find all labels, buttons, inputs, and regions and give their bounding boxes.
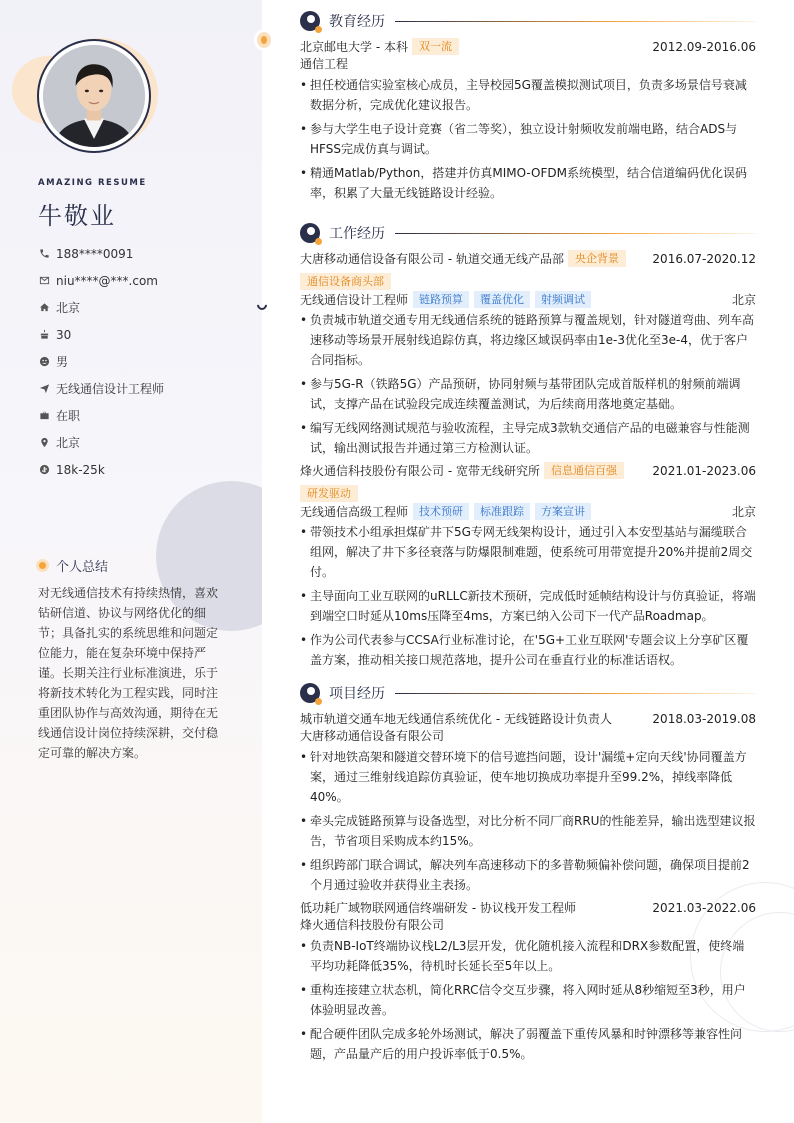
list-item: • 组织跨部门联合调试，解决列车高速移动下的多普勒频偏补偿问题，确保项目提前2个月通过验收并获得业主表扬。 (300, 855, 756, 895)
role-row (300, 503, 756, 520)
contact-info-list (38, 240, 164, 483)
cake-icon (38, 329, 50, 341)
project-header-row (300, 710, 756, 727)
info-location-text: 北京 (56, 436, 81, 450)
info-gender (38, 348, 164, 375)
info-email-text: niu****@***.com (56, 273, 158, 288)
summary-dot-icon (36, 559, 49, 572)
education-bullets (300, 75, 756, 203)
project-org: 大唐移动通信设备有限公司 (300, 729, 445, 743)
job-entry (300, 462, 756, 670)
project-entry (300, 710, 756, 895)
skill-tag: 射频调试 (535, 291, 591, 308)
company-tag: 研发驱动 (300, 485, 358, 502)
section-bullet-icon (300, 11, 320, 31)
list-item: • 重构连接建立状态机，简化RRC信令交互步骤，将入网时延从8秒缩短至3秒，用户体验明显改善。 (300, 980, 756, 1020)
avatar (43, 45, 145, 147)
major: 通信工程 (300, 57, 349, 71)
info-status (38, 402, 164, 429)
project-bullets (300, 747, 756, 895)
list-item: • 主导面向工业互联网的uRLLC新技术预研，完成低时延帧结构设计与仿真验证，将端到端空口时延从10ms压降至4ms，方案已纳入公司下一代产品Roadmap。 (300, 586, 756, 626)
company-name: 烽火通信科技股份有限公司 - 宽带无线研究所 (300, 464, 540, 478)
job-city: 北京 (731, 293, 756, 307)
list-item: • 负责NB-IoT终端协议栈L2/L3层开发，优化随机接入流程和DRX参数配置，使终端平均功耗降低35%，待机时长延长至5年以上。 (300, 936, 756, 976)
education-section (300, 10, 756, 207)
job-header-row (300, 250, 756, 267)
info-status-text: 在职 (56, 409, 81, 423)
education-header-row (300, 38, 756, 55)
project-bullets (300, 936, 756, 1064)
section-divider (395, 21, 756, 22)
project-name: 低功耗广域物联网通信终端研发 - 协议栈开发工程师 (300, 901, 576, 915)
info-home-text: 北京 (56, 301, 81, 315)
company-tag-row (300, 482, 756, 502)
skill-tag: 标准跟踪 (474, 503, 530, 520)
info-position (38, 375, 164, 402)
info-phone-text: 188****0091 (56, 246, 134, 261)
list-item: • 作为公司代表参与CCSA行业标准讨论，在'5G+工业互联网'专题会议上分享矿区覆盖方案，推动相关接口规范落地，提升公司在垂直行业的标准话语权。 (300, 630, 756, 670)
gender-icon (38, 356, 50, 368)
info-position-text: 无线通信设计工程师 (56, 382, 165, 396)
info-home (38, 294, 164, 321)
phone-icon (38, 248, 50, 260)
project-date: 2021.03-2022.06 (652, 900, 756, 915)
project-name: 城市轨道交通车地无线通信系统优化 - 无线链路设计负责人 (300, 712, 612, 726)
list-item: • 带领技术小组承担煤矿井下5G专网无线架构设计，通过引入本安型基站与漏缆联合组网，解决了井下多径衰落与防爆限制难题，使系统可用带宽提升20%并提前2周交付。 (300, 522, 756, 582)
list-item: • 负责城市轨道交通专用无线通信系统的链路预算与覆盖规划，针对隧道弯曲、列车高速移动等场景开展射线追踪仿真，将边缘区域误码率由1e-3优化至3e-4，优于客户合同指标。 (300, 310, 756, 370)
summary-heading (36, 556, 108, 575)
work-title: 工作经历 (329, 226, 385, 242)
project-entry (300, 899, 756, 1064)
salary-icon (38, 464, 50, 476)
skill-tag: 方案宣讲 (535, 503, 591, 520)
project-date: 2018.03-2019.08 (652, 711, 756, 726)
section-divider (395, 233, 756, 234)
list-item: • 编写无线网络测试规范与验收流程，主导完成3款轨交通信产品的电磁兼容与性能测试，输出测试报告并通过第三方检测认证。 (300, 418, 756, 458)
info-salary-text: 18k-25k (56, 462, 105, 477)
home-icon (38, 302, 50, 314)
info-phone (38, 240, 164, 267)
list-item: • 精通Matlab/Python，搭建并仿真MIMO-OFDM系统模型，结合信道编码优化误码率，积累了大量无线链路设计经验。 (300, 163, 756, 203)
summary-text: 对无线通信技术有持续热情，喜欢钻研信道、协议与网络优化的细节；具备扎实的系统思维和问题定位能力，能在复杂环境中保持严谨。长期关注行业标准演进，乐于将新技术转化为工程实践，同时注重团队协作与高效沟通，期待在无线通信设计岗位持续深耕，交付稳定可靠的解决方案。 (38, 586, 219, 760)
job-entry (300, 250, 756, 458)
skill-tag: 覆盖优化 (474, 291, 530, 308)
candidate-name: 牛敬业 (38, 202, 116, 230)
list-item: • 参与5G-R（铁路5G）产品预研，协同射频与基带团队完成首版样机的射频前端调试，支撑产品在试验段完成连续覆盖测试，为后续商用落地奠定基础。 (300, 374, 756, 414)
company-tag-row (300, 270, 756, 290)
job-date: 2016.07-2020.12 (652, 251, 756, 266)
job-header-row (300, 462, 756, 479)
briefcase-icon (38, 410, 50, 422)
decorative-edge-dot (254, 29, 274, 51)
section-bullet-icon (300, 223, 320, 243)
list-item: • 针对地铁高架和隧道交替环境下的信号遮挡问题，设计'漏缆+定向天线'协同覆盖方案，通过三维射线追踪仿真验证，使车地切换成功率提升至99.2%，掉线率降低40%。 (300, 747, 756, 807)
projects-section (300, 682, 756, 1068)
summary-title: 个人总结 (56, 560, 109, 575)
education-heading (300, 10, 756, 32)
section-divider (395, 693, 756, 694)
role-row (300, 291, 756, 308)
mail-icon (38, 275, 50, 287)
send-icon (38, 383, 50, 395)
company-tag: 央企背景 (568, 250, 626, 267)
resume-eyebrow: AMAZING RESUME (38, 178, 147, 188)
job-city: 北京 (731, 505, 756, 519)
info-salary (38, 456, 164, 483)
avatar-frame (37, 39, 151, 153)
company-name: 大唐移动通信设备有限公司 - 轨道交通无线产品部 (300, 252, 564, 266)
skill-tag: 技术预研 (413, 503, 469, 520)
project-org: 烽火通信科技股份有限公司 (300, 918, 445, 932)
info-location (38, 429, 164, 456)
skill-tag: 链路预算 (413, 291, 469, 308)
project-header-row (300, 899, 756, 916)
education-date: 2012.09-2016.06 (652, 39, 756, 54)
work-section (300, 222, 756, 674)
list-item: • 担任校通信实验室核心成员，主导校园5G覆盖模拟测试项目，负责多场景信号衰减数据分析，完成优化建议报告。 (300, 75, 756, 115)
location-pin-icon (38, 437, 50, 449)
job-bullets (300, 522, 756, 670)
sidebar (0, 0, 262, 1123)
education-title: 教育经历 (329, 14, 385, 30)
list-item: • 配合硬件团队完成多轮外场测试，解决了弱覆盖下重传风暴和时钟漂移等兼容性问题，产品量产后的用户投诉率低于0.5%。 (300, 1024, 756, 1064)
job-role: 无线通信设计工程师 (300, 293, 409, 307)
list-item: • 牵头完成链路预算与设备选型，对比分析不同厂商RRU的性能差异，输出选型建议报告，节省项目采购成本约15%。 (300, 811, 756, 851)
section-bullet-icon (300, 683, 320, 703)
company-tag: 信息通信百强 (544, 462, 624, 479)
projects-heading (300, 682, 756, 704)
info-gender-text: 男 (56, 355, 69, 369)
list-item: • 参与大学生电子设计竞赛（省二等奖），独立设计射频收发前端电路，结合ADS与HFSS完成仿真与调试。 (300, 119, 756, 159)
school-tag: 双一流 (412, 38, 459, 55)
work-heading (300, 222, 756, 244)
job-date: 2021.01-2023.06 (652, 463, 756, 478)
info-age-text: 30 (56, 327, 72, 342)
projects-title: 项目经历 (329, 686, 385, 702)
job-bullets (300, 310, 756, 458)
company-tag: 通信设备商头部 (300, 273, 391, 290)
info-email (38, 267, 164, 294)
info-age (38, 321, 164, 348)
portrait-illustration (43, 45, 145, 147)
school-name: 北京邮电大学 - 本科 (300, 40, 408, 54)
job-role: 无线通信高级工程师 (300, 505, 409, 519)
